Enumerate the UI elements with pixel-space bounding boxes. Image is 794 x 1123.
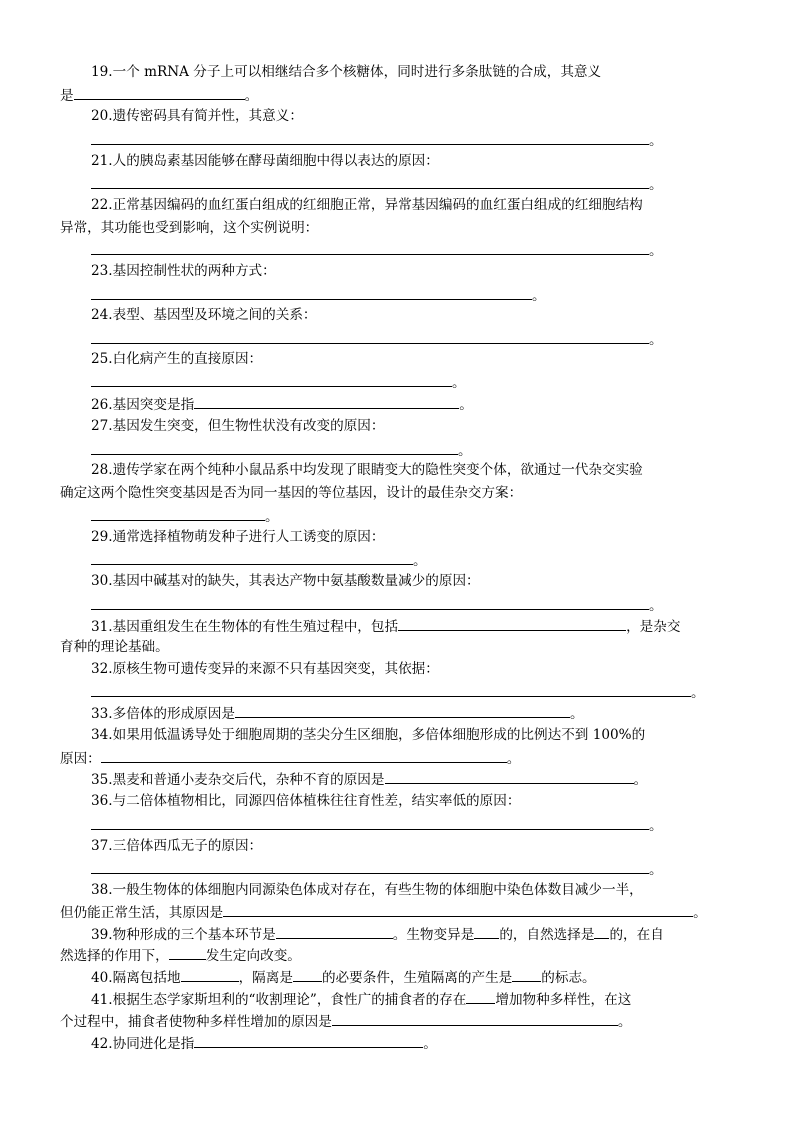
q40-end: 的标志。 — [541, 970, 596, 986]
q24-end: 。 — [649, 332, 663, 348]
q42-blank[interactable] — [194, 1034, 423, 1048]
q37-line1: 37.三倍体西瓜无子的原因： — [91, 838, 263, 854]
q32-end: 。 — [691, 685, 705, 701]
q41-end: 。 — [617, 1014, 632, 1030]
q19-blank[interactable] — [74, 86, 245, 100]
q40-blank-3[interactable] — [512, 968, 541, 982]
q33-line1 — [91, 704, 584, 723]
q31-suffix: ，是杂交 — [626, 619, 681, 635]
q22-line3 — [91, 241, 663, 260]
q41-line1 — [91, 990, 631, 1009]
q35-prefix: 35.黑麦和普通小麦杂交后代，杂种不育的原因是 — [91, 772, 385, 788]
q40-blank-1[interactable] — [181, 968, 239, 982]
q41-line2-prefix: 个过程中，捕食者使物种多样性增加的原因是 — [60, 1014, 332, 1030]
q29-line1: 29.通常选择植物萌发种子进行人工诱变的原因： — [91, 529, 385, 545]
q31-blank[interactable] — [398, 617, 626, 631]
q41-blank-2[interactable] — [332, 1012, 618, 1026]
q39-mid-1: 。生物变异是 — [392, 927, 475, 943]
q39-blank-1[interactable] — [276, 925, 393, 939]
q27-blank[interactable] — [91, 441, 458, 455]
q26-line1 — [91, 395, 473, 414]
q38-line1: 38.一般生物体的体细胞内同源染色体成对存在，有些生物的体细胞中染色体数目减少一半， — [91, 882, 643, 898]
q28-line1: 28.遗传学家在两个纯种小鼠品系中均发现了眼睛变大的隐性突变个体，欲通过一代杂交实验 — [91, 462, 643, 478]
q21-blank[interactable] — [91, 175, 649, 189]
q21-line2 — [91, 175, 663, 194]
q29-blank[interactable] — [91, 551, 413, 565]
q25-end: 。 — [452, 375, 466, 391]
q21-line1: 21.人的胰岛素基因能够在酵母菌细胞中得以表达的原因： — [91, 153, 439, 169]
q30-line2 — [91, 596, 663, 615]
q33-end: 。 — [569, 706, 584, 722]
q30-end: 。 — [649, 598, 663, 614]
q22-line1: 22.正常基因编码的血红蛋白组成的红细胞正常，异常基因编码的血红蛋白组成的红细胞结构 — [91, 197, 643, 213]
q27-line2 — [91, 441, 472, 460]
q28-blank[interactable] — [91, 507, 265, 521]
q19-prefix: 是 — [60, 88, 74, 104]
q34-line1: 34.如果用低温诱导处于细胞周期的茎尖分生区细胞，多倍体细胞形成的比例达不到 100%的 — [91, 727, 646, 743]
q27-line1: 27.基因发生突变，但生物性状没有改变的原因： — [91, 418, 385, 434]
q29-end: 。 — [413, 553, 427, 569]
q40-mid-1: ，隔离是 — [238, 970, 293, 986]
q24-line1: 24.表型、基因型及环境之间的关系： — [91, 307, 317, 323]
q24-blank[interactable] — [91, 330, 649, 344]
q41-prefix: 41.根据生态学家斯坦利的“收割理论”，食性广的捕食者的存在 — [91, 992, 467, 1008]
q35-end: 。 — [633, 772, 648, 788]
q24-line2 — [91, 330, 663, 349]
q36-blank[interactable] — [91, 816, 649, 830]
q21-end: 。 — [649, 177, 663, 193]
q22-line2: 异常，其功能也受到影响，这个实例说明： — [60, 220, 319, 236]
q38-line2 — [60, 903, 707, 922]
q38-end: 。 — [693, 905, 707, 921]
q42-line1 — [91, 1034, 437, 1053]
q20-blank[interactable] — [91, 131, 649, 145]
q41-blank-1[interactable] — [466, 990, 495, 1004]
q36-end: 。 — [649, 818, 663, 834]
q23-line1: 23.基因控制性状的两种方式： — [91, 263, 276, 279]
q28-line3 — [91, 507, 279, 526]
q39-suffix: 的，在自 — [609, 927, 664, 943]
q39-blank-4[interactable] — [169, 946, 206, 960]
q40-mid-2: 的必要条件，生殖隔离的产生是 — [321, 970, 513, 986]
q34-end: 。 — [506, 751, 521, 767]
q29-line2 — [91, 551, 427, 570]
q39-line2 — [60, 946, 301, 965]
q25-line1: 25.白化病产生的直接原因： — [91, 351, 263, 367]
q26-prefix: 26.基因突变是指 — [91, 397, 195, 413]
q37-line2 — [91, 860, 663, 879]
q32-line2 — [91, 683, 705, 702]
q20-line1: 20.遗传密码具有简并性，其意义： — [91, 108, 303, 124]
q22-blank[interactable] — [91, 241, 649, 255]
q23-blank[interactable] — [91, 286, 532, 300]
q31-line1 — [91, 617, 680, 636]
q39-mid-2: 的，自然选择是 — [499, 927, 595, 943]
q20-line2 — [91, 131, 663, 150]
q39-blank-3[interactable] — [594, 925, 609, 939]
q37-end: 。 — [649, 862, 663, 878]
q19-line1: 19.一个 mRNA 分子上可以相继结合多个核糖体，同时进行多条肽链的合成，其意义 — [91, 64, 602, 80]
q40-prefix: 40.隔离包括地 — [91, 970, 181, 986]
q39-line1 — [91, 925, 664, 944]
q36-line2 — [91, 816, 663, 835]
q39-blank-2[interactable] — [474, 925, 499, 939]
q40-line1 — [91, 968, 596, 987]
q26-end: 。 — [459, 397, 473, 413]
q35-line1 — [91, 770, 647, 789]
q32-blank[interactable] — [91, 683, 691, 697]
q27-end: 。 — [458, 443, 472, 459]
q35-blank[interactable] — [385, 770, 634, 784]
q38-blank[interactable] — [223, 903, 693, 917]
q39-prefix: 39.物种形成的三个基本环节是 — [91, 927, 276, 943]
q31-prefix: 31.基因重组发生在生物体的有性生殖过程中，包括 — [91, 619, 399, 635]
q40-blank-2[interactable] — [293, 968, 322, 982]
q34-line2 — [60, 749, 520, 768]
q39-line2-prefix: 然选择的作用下， — [60, 948, 169, 964]
q34-blank[interactable] — [101, 749, 507, 763]
q28-end: 。 — [265, 509, 279, 525]
q19-end: 。 — [244, 88, 259, 104]
q28-line2: 确定这两个隐性突变基因是否为同一基因的等位基因，设计的最佳杂交方案： — [60, 485, 523, 501]
q36-line1: 36.与二倍体植物相比，同源四倍体植株往往育性差，结实率低的原因： — [91, 793, 521, 809]
q32-line1: 32.原核生物可遗传变异的来源不只有基因突变，其依据： — [91, 661, 439, 677]
q37-blank[interactable] — [91, 860, 649, 874]
q39-line2-suffix: 发生定向改变。 — [205, 948, 301, 964]
q20-end: 。 — [649, 133, 663, 149]
q33-prefix: 33.多倍体的形成原因是 — [91, 706, 235, 722]
q25-blank[interactable] — [91, 373, 452, 387]
q42-prefix: 42.协同进化是指 — [91, 1036, 195, 1052]
q42-end: 。 — [423, 1036, 437, 1052]
q25-line2 — [91, 373, 466, 392]
q22-end: 。 — [649, 243, 663, 259]
q26-blank[interactable] — [194, 395, 459, 409]
q41-line2 — [60, 1012, 631, 1031]
q19-line2 — [60, 86, 258, 105]
q31-line2: 育种的理论基础。 — [60, 639, 169, 655]
q30-line1: 30.基因中碱基对的缺失，其表达产物中氨基酸数量减少的原因： — [91, 573, 480, 589]
q34-prefix: 原因： — [60, 751, 101, 767]
q30-blank[interactable] — [91, 596, 649, 610]
q33-blank[interactable] — [235, 704, 570, 718]
q38-prefix: 但仍能正常生活，其原因是 — [60, 905, 224, 921]
q41-suffix: 增加物种多样性，在这 — [495, 992, 632, 1008]
q23-end: 。 — [532, 288, 546, 304]
q23-line2 — [91, 286, 546, 305]
